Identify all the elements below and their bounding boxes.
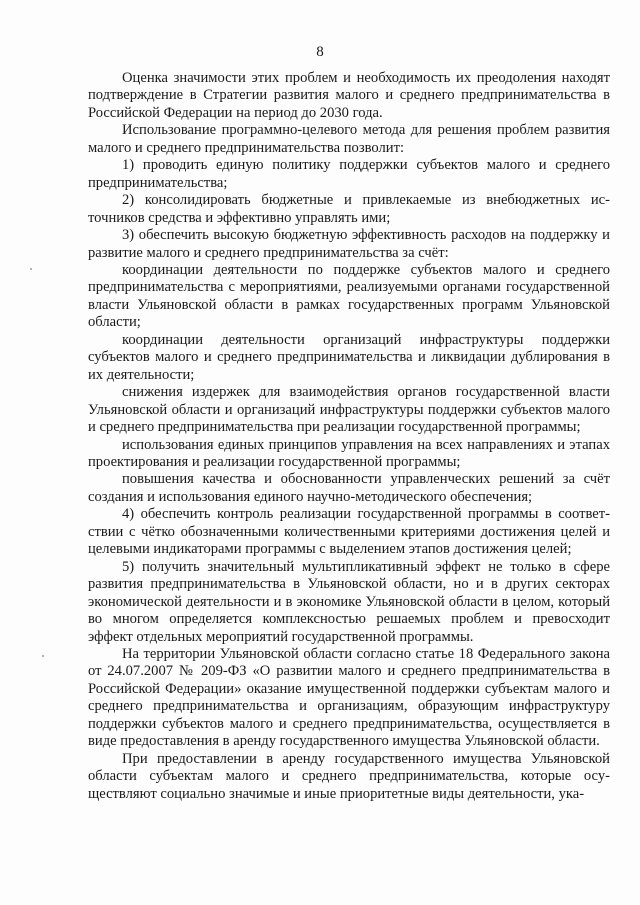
paragraph-2: Использование программно-целевого метода для решения проблем развития малого и среднего предпринимательства позволит: (88, 122, 610, 156)
paragraph-5: 3) обеспечить высокую бюджетную эффективность расходов на поддержку и развитие малого и среднего предпринимательства за счёт: (88, 227, 610, 261)
paragraph-10: повышения качества и обоснованности управленческих решений за счёт создания и использования единого научно-методического обеспечения; (88, 471, 610, 505)
paragraph-4: 2) консолидировать бюджетные и привлекаемые из внебюджетных источников средства и эффективно управлять ими; (88, 192, 610, 226)
paragraph-14: При предоставлении в аренду государственного имущества Ульяновской области субъектам малого и среднего предпринимательства, которые осуществляют социально значимые и иные приоритетные виды деятельности, ука- (88, 750, 610, 802)
paragraph-6: координации деятельности по поддержке субъектов малого и среднего предпринимательства с мероприятиями, реализуемыми органами государственной власти Ульяновской области в рамках государственных программ Ульяновской области; (88, 261, 610, 331)
scan-dot-mark (30, 268, 32, 270)
paragraph-11: 4) обеспечить контроль реализации государственной программы в соответствии с чётко обозначенными количественными критериями достижения целей и целевыми индикаторами программы с выделением этапов достижения целей; (88, 506, 610, 558)
paragraph-1: Оценка значимости этих проблем и необходимость их преодоления находят подтверждение в Стратегии развития малого и среднего предпринимательства в Российской Федерации на период до 2030 года. (88, 70, 610, 121)
paragraph-8: снижения издержек для взаимодействия органов государственной власти Ульяновской области и организаций инфраструктуры поддержки субъектов малого и среднего предпринимательства при реализации государственной программы; (88, 384, 610, 436)
paragraph-9: использования единых принципов управления на всех направлениях и этапах проектирования и реализации государственной программы; (88, 436, 610, 470)
paragraph-3: 1) проводить единую политику поддержки субъектов малого и среднего предпринимательства; (88, 157, 610, 191)
page-number: 8 (316, 44, 324, 60)
document-body (88, 70, 610, 803)
paragraph-7: координации деятельности организаций инфраструктуры поддержки субъектов малого и среднего предпринимательства и ликвидации дублирования в их деятельности; (88, 331, 610, 383)
scan-dot-mark (42, 655, 44, 657)
paragraph-13: На территории Ульяновской области согласно статье 18 Федерального закона от 24.07.2007 № 209-ФЗ «О развитии малого и среднего предпринимательства в Российской Федерации» оказание имущественной поддержки субъектам малого и среднего предпринимательства и организациям, образующим инфраструктуру поддержки субъектов малого и среднего предпринимательства, осуществляется в виде предоставления в аренду государственного имущества Ульяновской области. (88, 645, 610, 750)
paragraph-12: 5) получить значительный мультипликативный эффект не только в сфере развития предпринимательства в Ульяновской области, но и в других секторах экономической деятельности и в экономике Ульяновской области в целом, который во многом определяется комплексностью решаемых проблем и превосходит эффект отдельных мероприятий государственной программы. (88, 558, 610, 645)
